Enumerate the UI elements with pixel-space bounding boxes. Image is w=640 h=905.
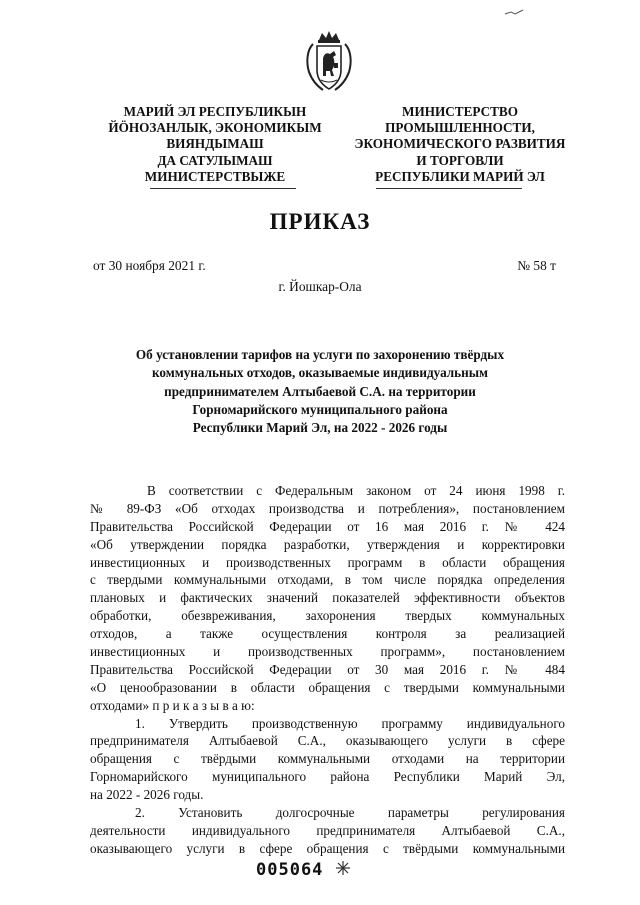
body-line: деятельности индивидуального предпринимателя Алтыбаевой С.А., (90, 822, 565, 838)
body-line: оказывающего услуги в сфере обращения с твёрдыми коммунальными (90, 840, 565, 856)
document-subject (100, 346, 540, 437)
body-line: В соответствии с Федеральным законом от 24 июня 1998 г. (147, 483, 565, 498)
org-line: РЕСПУБЛИКИ МАРИЙ ЭЛ (375, 168, 545, 184)
document-date: от 30 ноября 2021 г. (93, 258, 206, 273)
body-line: Правительства Российской Федерации от 30 мая 2016 г. № 484 (90, 661, 565, 677)
subject-line: Республики Марий Эл, на 2022 - 2026 годы (192, 420, 448, 436)
subject-line: Об установлении тарифов на услуги по захоронению твёрдых (135, 347, 505, 362)
document-number: № 58 т (517, 258, 556, 273)
body-line: инвестиционных и производственных программ в области обращения (90, 554, 565, 570)
body-line: 1. Утвердить производственную программу индивидуального (135, 715, 565, 731)
org-line: ЭКОНОМИЧЕСКОГО РАЗВИТИЯ (354, 136, 566, 152)
header-divider-right (376, 188, 522, 189)
body-line: отходов, а также осуществления контроля за реализацией (90, 626, 565, 642)
org-line: МАРИЙ ЭЛ РЕСПУБЛИКЫН (123, 104, 307, 119)
org-line: МИНИСТЕРСТВО (402, 104, 518, 119)
body-line: 2. Установить долгосрочные параметры регулирования (135, 805, 565, 821)
subject-line: предпринимателем Алтыбаевой С.А. на территории (164, 383, 476, 399)
document-city: г. Йошкар-Ола (278, 279, 362, 294)
ministry-name-russian (338, 104, 582, 185)
body-line: обращения с твёрдыми коммунальными отходами на территории (90, 751, 565, 767)
subject-line: коммунальных отходов, оказываемые индивидуальным (151, 365, 489, 381)
body-line: с твердыми коммунальными отходами, в том числе порядка определения (90, 572, 565, 588)
org-line: ВИЯНДЫМАШ (166, 136, 264, 152)
body-line: плановых и фактических значений показателей эффективности объектов (90, 590, 565, 606)
body-line: «О ценообразовании в области обращения с твердыми коммунальными (90, 679, 565, 695)
subject-line: Горномарийского муниципального района (192, 401, 448, 417)
org-line: МИНИСТЕРСТВЫЖЕ (144, 168, 286, 184)
document-body (90, 482, 565, 858)
body-line: «Об утверждении порядка разработки, утверждения и корректировки (90, 536, 565, 552)
body-line: отходами» п р и к а з ы в а ю: (90, 697, 255, 713)
corner-mark (503, 6, 525, 18)
body-line: № 89-ФЗ «Об отходах производства и потребления», постановлением (90, 500, 565, 516)
ministry-name-mari (96, 104, 334, 185)
org-line: ДА САТУЛЫМАШ (157, 152, 273, 168)
body-line: предпринимателя Алтыбаевой С.А., оказывающего услуги в сфере (90, 733, 565, 749)
body-line: на 2022 - 2026 годы. (90, 787, 204, 803)
serial-number: 005064 (256, 860, 324, 880)
body-line: Горномарийского муниципального района Республики Марий Эл, (90, 769, 565, 785)
document-title: ПРИКАЗ (269, 209, 371, 234)
coat-of-arms-emblem (303, 30, 355, 94)
header-divider-left (150, 188, 296, 189)
asterisk-mark-icon (335, 860, 351, 876)
org-line: ЙӦНОЗАНЛЫК, ЭКОНОМИКЫМ (108, 120, 322, 136)
body-line: обработки, обезвреживания, захоронения твердых коммунальных (90, 608, 565, 624)
org-line: ПРОМЫШЛЕННОСТИ, (385, 120, 535, 136)
body-line: инвестиционных и производственных программ», постановлением (90, 644, 565, 660)
org-line: И ТОРГОВЛИ (416, 152, 504, 168)
body-line: Правительства Российской Федерации от 16 мая 2016 г. № 424 (90, 518, 565, 534)
